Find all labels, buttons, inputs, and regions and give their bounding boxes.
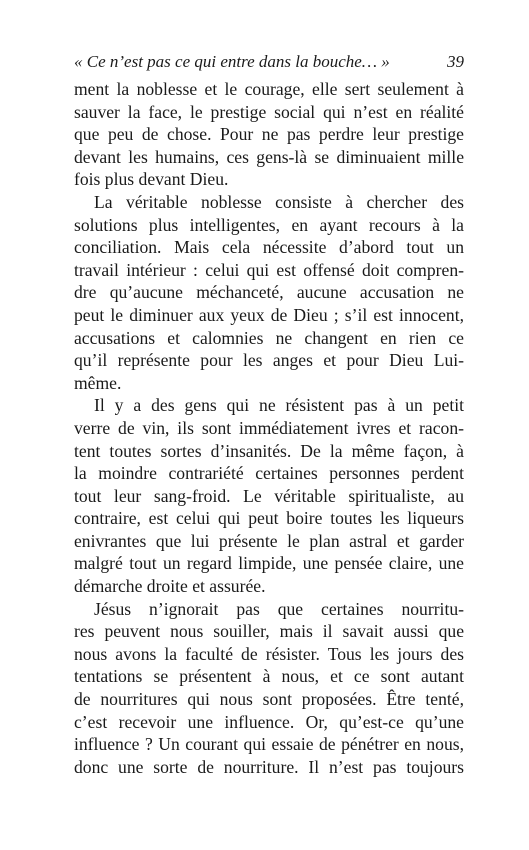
text-line: que peu de chose. Pour ne pas perdre leur prestige: [74, 124, 464, 145]
text-line: ment la noblesse et le courage, elle sert seulement à: [74, 79, 464, 99]
text-line: Il y a des gens qui ne résistent pas à un petit: [94, 395, 464, 416]
text-line: peut le diminuer aux yeux de Dieu ; s’il est innocent,: [74, 304, 464, 325]
text-line: enivrantes que lui présente le plan astral et garder: [74, 530, 464, 551]
running-head: [74, 52, 464, 76]
text-line: conciliation. Mais cela nécessite d’abord tout un: [74, 237, 464, 258]
running-head-title: « Ce n’est pas ce qui entre dans la bouche… »: [74, 52, 390, 71]
text-line: influence ? Un courant qui essaie de pénétrer en nous,: [74, 734, 464, 755]
text-line: tout leur sang-froid. Le véritable spiritualiste, au: [74, 485, 464, 506]
text-line: tent toutes sortes d’insanités. De la même façon, à: [74, 440, 464, 461]
text-line: solutions plus intelligentes, en ayant recours à la: [74, 214, 464, 235]
text-line: res peuvent nous souiller, mais il savait aussi que: [74, 621, 464, 642]
text-line: Jésus n’ignorait pas que certaines nourritu-: [94, 598, 464, 619]
text-line: démarche droite et assurée.: [74, 576, 266, 597]
text-line: devant les humains, ces gens-là se diminuaient mille: [74, 146, 464, 167]
text-line: malgré tout un regard limpide, une pensée claire, une: [74, 553, 464, 574]
text-line: la moindre contrariété certaines personnes perdent: [74, 463, 464, 484]
text-line: qu’il représente pour les anges et pour Dieu Lui-: [74, 350, 464, 371]
text-line: même.: [74, 372, 122, 393]
text-line: verre de vin, ils sont immédiatement ivres et racon-: [74, 417, 464, 438]
text-line: dre qu’aucune méchanceté, aucune accusation ne: [74, 282, 464, 303]
page-number: 39: [447, 52, 464, 71]
text-line: fois plus devant Dieu.: [74, 169, 229, 190]
text-line: La véritable noblesse consiste à chercher des: [94, 191, 464, 212]
text-line: donc une sorte de nourriture. Il n’est pas toujours: [74, 756, 464, 777]
text-line: travail intérieur : celui qui est offensé doit compren-: [74, 259, 464, 280]
text-line: tentations se présentent à nous, et ce sont autant: [74, 666, 464, 687]
text-line: de nourritures qui nous sont proposées. Être tenté,: [74, 689, 464, 710]
text-line: accusations et calomnies ne changent en rien ce: [74, 327, 464, 348]
text-line: contraire, est celui qui peut boire toutes les liqueurs: [74, 508, 464, 529]
text-line: nous avons la faculté de résister. Tous les jours des: [74, 643, 464, 664]
text-line: c’est recevoir une influence. Or, qu’est-ce qu’une: [74, 711, 464, 732]
body-text: [74, 78, 464, 778]
text-line: sauver la face, le prestige social qui n’est en réalité: [74, 101, 464, 122]
